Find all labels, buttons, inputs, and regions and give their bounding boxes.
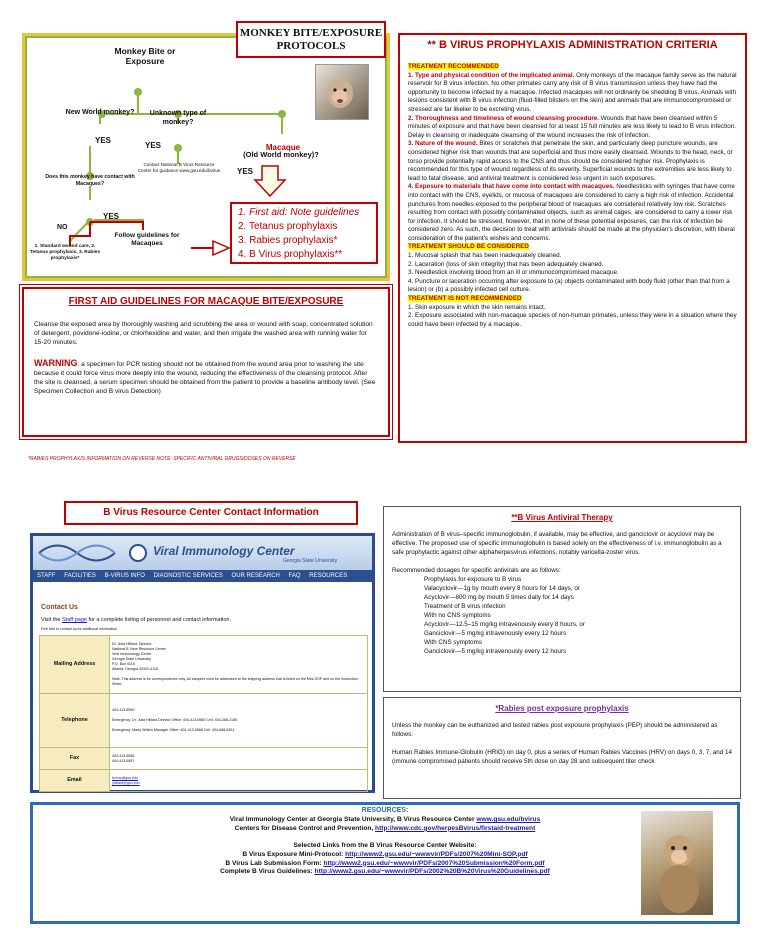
guidelines-link[interactable]: http://www2.gsu.edu/~wwwvir/PDFs/2002%20B%20Virus%20Guidelines.pdf bbox=[314, 868, 550, 876]
nav-bvirus[interactable]: B-VIRUS INFO bbox=[104, 573, 145, 579]
dna-logo-icon bbox=[37, 538, 117, 568]
rabies-intro: Unless the monkey can be euthanized and tested rabies post exposure prophylaxis (PEP) should be administered as follows: bbox=[392, 722, 718, 738]
vic-header bbox=[33, 536, 372, 570]
resource-line-5: B Virus Lab Submission Form: http://www2.gsu.edu/~wwwvir/PDFs/2007%20Submission%20Form.pdf bbox=[225, 859, 545, 867]
yes-label-macaque: YES bbox=[237, 167, 254, 176]
nav-faq[interactable]: FAQ bbox=[288, 573, 301, 579]
node-follow: Follow guidelines for Macaques bbox=[114, 232, 180, 247]
yes-label-contact: YES bbox=[103, 212, 120, 221]
criterion-3: 3. Nature of the wound. Bites or scratches that penetrate the skin, and particularly deep puncture wounds, are considered higher risk than wounds that are superficial and thus more easily cleansed. Wounds to the head, neck, or torso provide potentially rapid access to the CNS and thus should be considered higher risk. Prophylaxis is recommended for this type of wound regardless of its severity. Superficial wounds to the extremities are less likely to lead to fatal disease, and antiviral treatment is considered less urgent in such exposures. bbox=[408, 140, 733, 182]
email-label: Email bbox=[40, 770, 110, 792]
dose-line: Valacyclovir—1g by mouth every 8 hours for 14 days, or bbox=[424, 585, 580, 592]
rabies-schedule: Human Rabies Immune-Globulin (HRIG) on day 0, plus a series of Human Rabies Vaccines (HRV) on days 0, 3, 7, and 14 (immune compromised patients should receive 5th dose on day 28 and subsequent titer check bbox=[392, 749, 732, 765]
reverse-note: *RABIES PROPHYLAXIS INFORMATION ON REVERSE NOTE: SPECIFIC ANTIVIRAL DRUGS/DOSES ON REVERSE bbox=[28, 456, 296, 462]
vic-contact-table bbox=[39, 635, 368, 792]
dose-line: Ganciclovir—5 mg/kg intravenously every 12 hours bbox=[424, 648, 567, 655]
dose-line: Acyclovir—12.5–15 mg/kg intravenously every 8 hours, or bbox=[424, 621, 585, 628]
resource-line-4: B Virus Exposure Mini-Protocol: http://www2.gsu.edu/~wwwvir/PDFs/2007%20Mini-SOP.pdf bbox=[242, 850, 528, 858]
first-aid-warning: WARNING: a specimen for PCR testing should not be obtained from the wound area prior to washing the site because it could force virus more deeply into the wound, reducing the effectiveness of the cleansing protocol. After the site is cleansed, a serum specimen should be obtained from the patient to provide a baseline antibody level. (See Specimen Collection and B virus Detection) bbox=[34, 358, 376, 395]
node-standard: 1. Standard wound care, 2. Tetanus prophylaxis, 3. Rabies prophylaxis* bbox=[29, 244, 101, 261]
dose-line: Treatment of B virus infection bbox=[424, 603, 506, 610]
vic-site-title: Viral Immunology Center bbox=[153, 544, 295, 558]
table-row bbox=[40, 636, 368, 694]
antiviral-intro: Administration of B virus–specific immunoglobulin, if available, may be effective, and ganciclovir or acyclovir may be effective. The proposed use of specific immunoglobulin is based solely on the effectiveness of i.v. immunoglobulin as a safe prophylactic against other alphaherpesvirus infections, notably varicella-zoster virus. bbox=[392, 531, 722, 556]
resource-line-3: Selected Links from the B Virus Resource Center Website: bbox=[293, 841, 477, 849]
nav-research[interactable]: OUR RESEARCH bbox=[231, 573, 280, 579]
dose-line: Prophylaxis for exposure to B virus bbox=[424, 576, 522, 583]
vic-screenshot bbox=[30, 533, 375, 793]
vic-nav bbox=[33, 570, 372, 582]
treatment-considered-label: TREATMENT SHOULD BE CONSIDERED bbox=[408, 243, 529, 251]
resources-title: RESOURCES: bbox=[361, 807, 409, 814]
criterion-4: 4. Exposure to materials that have come into contact with macaques. Needlesticks with syringes that have come into contact with the CNS, eyelids, or mucosa of macaques are considered to carry a high risk of infection. Accidental punctures from needles exposed to the peripheral blood of macaques are considered relatively low risk. Scratches resulting from contact with possibly contaminated objects, such as animal cages, are considered to carry a lower risk for infection. It should be stressed, however, that in none of these potential exposures, can the risk of infection be considered zero. As such, the decision to treat with antivirals should be made at the physician's discretion, with liberal consideration of the patient's wishes and concerns. bbox=[408, 183, 735, 242]
step-3: 3. Rabies prophylaxis* bbox=[238, 235, 338, 246]
step-4: 4. B Virus prophylaxis** bbox=[238, 249, 343, 260]
antiviral-dosages-intro: Recommended dosages for specific antivirals are as follows: bbox=[392, 567, 561, 574]
node-unknown: Unknown type of monkey? bbox=[149, 110, 207, 126]
criteria-title: ** B VIRUS PROPHYLAXIS ADMINISTRATION CRITERIA bbox=[427, 39, 718, 51]
table-row bbox=[40, 770, 368, 792]
vic-intro: Visit the Staff page for a complete listing of personnel and contact information. bbox=[41, 617, 231, 623]
submission-form-link[interactable]: http://www2.gsu.edu/~wwwvir/PDFs/2007%20Submission%20Form.pdf bbox=[323, 859, 545, 867]
mailing-value: Dr. Julia Hilliard, Director National B Virus Resource Center Viral Immunology Center Georgia State University P.O. Box 4118 Atlanta, Georgia 30302-4118 Note: This address is for correspondence only. All samples must be addressed to the shipping address that is listed on the Mini-SOP and on the Instruction Sheet. bbox=[110, 636, 368, 694]
mini-protocol-link[interactable]: http://www2.gsu.edu/~wwwvir/PDFs/2007%20Mini-SOP.pdf bbox=[345, 850, 528, 858]
step-1: 1. First aid: Note guidelines bbox=[238, 207, 360, 218]
step-2: 2. Tetanus prophylaxis bbox=[238, 221, 338, 232]
fax-label: Fax bbox=[40, 748, 110, 770]
node-does-contact: Does this monkey have contact with Macaques? bbox=[45, 174, 135, 187]
treatment-recommended-label: TREATMENT RECOMMENDED bbox=[408, 63, 499, 70]
dose-line: With CNS symptoms bbox=[424, 639, 483, 646]
yes-label-new-world: YES bbox=[95, 136, 112, 145]
contact-title: B Virus Resource Center Contact Information bbox=[64, 501, 358, 525]
vic-univ: Georgia State University bbox=[283, 558, 338, 564]
nav-resources[interactable]: RESOURCES bbox=[309, 573, 348, 579]
vic-small: Feel free to contact us for additional information bbox=[41, 627, 117, 631]
table-row bbox=[40, 694, 368, 748]
steps-box bbox=[230, 202, 378, 264]
dose-line: Ganciclovir—5 mg/kg intravenously every 12 hours bbox=[424, 630, 567, 637]
fax-value: 404-413-6556 404-413-6557 bbox=[110, 748, 368, 770]
staff-page-link[interactable]: Staff page bbox=[62, 617, 87, 623]
node-old-world: (Old World monkey)? bbox=[243, 150, 319, 159]
monkey-face-icon bbox=[316, 65, 368, 119]
node-new-world: New World monkey? bbox=[65, 109, 135, 116]
consider-1: 1. Mucosal splash that has been inadequately cleaned. bbox=[408, 252, 562, 260]
vic-contact-heading: Contact Us bbox=[41, 604, 78, 611]
consider-3: 3. Needlestick involving blood from an ill or immunocompromised macaque. bbox=[408, 269, 619, 277]
first-aid-panel bbox=[22, 287, 390, 437]
no-label-contact: NO bbox=[57, 224, 68, 231]
resources-panel bbox=[30, 802, 740, 924]
nav-diagnostic[interactable]: DIAGNOSTIC SERVICES bbox=[153, 573, 223, 579]
consider-2: 2. Laceration (loss of skin integrity) that has been adequately cleaned. bbox=[408, 260, 604, 268]
node-root: Monkey Bite or Exposure bbox=[114, 46, 176, 66]
flowchart-title: MONKEY BITE/EXPOSURE PROTOCOLS bbox=[236, 21, 386, 58]
antiviral-panel bbox=[383, 506, 741, 692]
node-macaque: Macaque bbox=[265, 143, 301, 152]
table-row bbox=[40, 748, 368, 770]
criterion-2: 2. Thoroughness and timeliness of wound cleansing procedure. Wounds that have been cleansed within 5 minutes of exposure and that have been cleansed for at least 15 full minutes are less likely to lead to B virus infection. Delay in cleansing or inadequate cleansing of the wound increases the risk of infection. bbox=[408, 114, 736, 139]
not-recommended-2: 2. Exposure associated with non-macaque species of non-human primates, unless they were in a situation where they could have been infected by a macaque. bbox=[408, 312, 737, 328]
node-contact-national: Contact National B Virus Resource Center for guidance www.gsu.edu/bvirus bbox=[137, 162, 221, 173]
rabies-panel bbox=[383, 697, 741, 799]
monkey-icon bbox=[641, 811, 713, 915]
yes-label-unknown: YES bbox=[145, 141, 162, 150]
gsu-bvirus-link[interactable]: www.gsu.edu/bvirus bbox=[476, 815, 541, 823]
dose-line: Acyclovir—800 mg by mouth 5 times daily for 14 days bbox=[424, 594, 574, 601]
telephone-label: Telephone bbox=[40, 694, 110, 748]
resource-line-2: Centers for Disease Control and Prevention, http://www.cdc.gov/herpesBvirus/firstaid-treatment bbox=[234, 824, 536, 832]
first-aid-body: Cleanse the exposed area by thoroughly washing and scrubbing the area or wound with soap, concentrated solution of detergent, povidone-iodine, or chlorhexidine and water, and then irrigate the washed area with running water for 15-20 minutes. bbox=[34, 321, 373, 346]
consider-4: 4. Puncture or laceration occurring after exposure to (a) objects contaminated with body fluid (other than that from a lesion) or (b) a possibly infected cell culture. bbox=[408, 277, 730, 294]
monkey-photo-2 bbox=[641, 811, 713, 915]
rabies-title: *Rabies post exposure prophylaxis bbox=[495, 704, 629, 713]
dose-line: With no CNS symptoms bbox=[424, 612, 491, 619]
antiviral-title: **B Virus Antiviral Therapy bbox=[511, 513, 613, 522]
treatment-not-recommended-label: TREATMENT IS NOT RECOMMENDED bbox=[408, 295, 522, 303]
seal-icon bbox=[129, 544, 147, 562]
criterion-1: 1. Type and physical condition of the implicated animal. Only monkeys of the macaque family serve as the natural reservoir for B virus infection. No other primates carry any risk of B virus transmission unless they have had the opportunity to become infected by a macaque. Infected macaques will not ordinarily be shedding B virus. Animals with lesions consistent with B virus infection (fluid-filled blisters on the skin) and animals that are immunocompromised or stressed are far likelier to be excreting virus. bbox=[408, 71, 737, 113]
cdc-link[interactable]: http://www.cdc.gov/herpesBvirus/firstaid-treatment bbox=[375, 824, 536, 832]
nav-staff[interactable]: STAFF bbox=[37, 573, 56, 579]
resource-line-6: Complete B Virus Guidelines: http://www2.gsu.edu/~wwwvir/PDFs/2002%20B%20Virus%20Guidelines.pdf bbox=[220, 868, 550, 876]
telephone-value: 404-413-6550 Emergency: Dr. Julia Hilliard Director Office: 404-413-6560 Cell: 404-358-2185 Emergency: Marty Whiles Manager Office: 404-413-6568 Cell: 404-668-5451 bbox=[110, 694, 368, 748]
nav-facilities[interactable]: FACILITIES bbox=[64, 573, 96, 579]
criteria-panel bbox=[398, 33, 747, 443]
not-recommended-1: 1. Skin exposure in which the skin remains intact. bbox=[408, 303, 546, 311]
resource-line-1: Viral Immunology Center at Georgia State University, B Virus Resource Center www.gsu.edu/bvirus bbox=[229, 815, 541, 823]
mailing-label: Mailing Address bbox=[40, 636, 110, 694]
first-aid-title: FIRST AID GUIDELINES FOR MACAQUE BITE/EXPOSURE bbox=[68, 296, 344, 307]
email-value[interactable]: bvirus@gsu.edu jhilliard@gsu.edu bbox=[110, 770, 368, 792]
monkey-photo bbox=[315, 64, 369, 120]
